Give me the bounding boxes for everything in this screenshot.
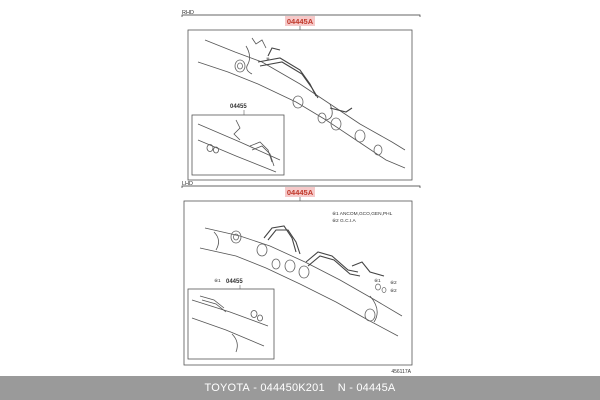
part-info-bar — [0, 376, 600, 400]
lhd-inset-marker: ※1 — [214, 279, 221, 284]
lhd-inset-label: 04455 — [226, 279, 243, 285]
lhd-marker-2: ※2 — [390, 281, 397, 286]
lhd-marker-1: ※1 — [374, 279, 381, 284]
part-number: 044450K201 — [260, 382, 325, 394]
footer-separator-1: - — [249, 382, 261, 394]
lhd-marker-3: ※2 — [390, 289, 397, 294]
rhd-dot-marker: ※ — [266, 56, 270, 61]
lhd-inset-frame — [188, 289, 274, 359]
lhd-section — [182, 181, 420, 365]
lhd-callout[interactable] — [285, 187, 315, 197]
rhd-callout-label: 04445A — [286, 17, 314, 26]
rhd-inset-label: 04455 — [230, 104, 247, 110]
lhd-legend-1: ※1 ANCOM,GCO,GEN,PHL — [332, 212, 393, 217]
brand-name: TOYOTA — [204, 382, 250, 394]
lhd-callout-label: 04445A — [286, 188, 314, 197]
lhd-legend-2: ※2 G.C.I.A — [332, 219, 356, 224]
footer-separator-2: N - — [324, 382, 357, 394]
rhd-label: RHD — [182, 10, 194, 16]
rhd-section — [182, 10, 420, 180]
rhd-callout[interactable] — [285, 16, 315, 26]
lhd-label: LHD — [182, 181, 194, 187]
figure-number: 456117A — [391, 369, 411, 375]
part-code: 04445A — [356, 382, 396, 394]
